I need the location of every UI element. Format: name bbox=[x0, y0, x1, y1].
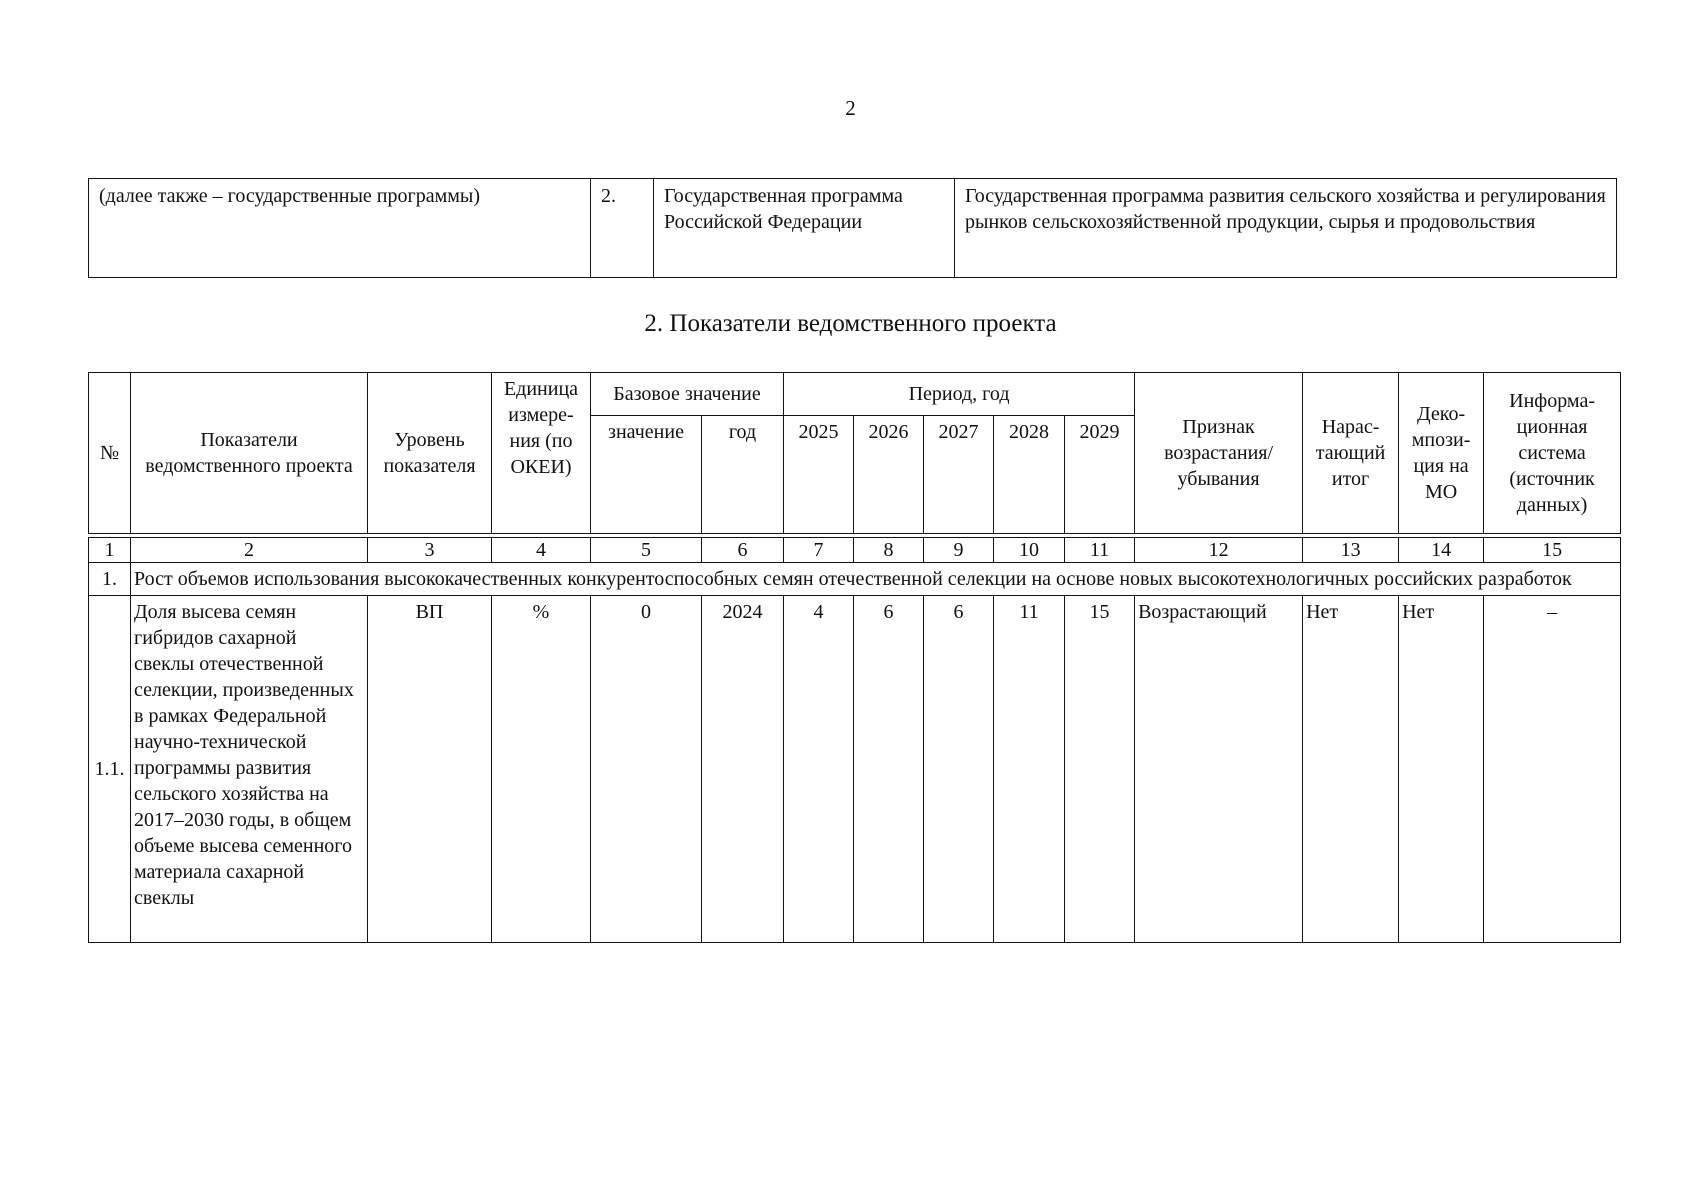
row-cumulative: Нет bbox=[1303, 596, 1399, 943]
column-number: 14 bbox=[1399, 538, 1484, 563]
column-number: 9 bbox=[924, 538, 994, 563]
header-unit: Единица измере-ния (по ОКЕИ) bbox=[492, 373, 591, 534]
header-info-system: Информа-ционная система (источник данных) bbox=[1484, 373, 1621, 534]
row-value: 6 bbox=[924, 596, 994, 943]
row-value: 4 bbox=[784, 596, 854, 943]
row-base-year: 2024 bbox=[702, 596, 784, 943]
header-base: Базовое значение bbox=[591, 373, 784, 416]
column-number: 13 bbox=[1303, 538, 1399, 563]
row-base-value: 0 bbox=[591, 596, 702, 943]
header-row-1 bbox=[89, 373, 1621, 416]
header-period: Период, год bbox=[784, 373, 1135, 416]
column-number: 1 bbox=[89, 538, 131, 563]
row-value: 15 bbox=[1065, 596, 1135, 943]
indicators-table bbox=[88, 372, 1621, 943]
program-row bbox=[89, 179, 1617, 278]
header-cumulative: Нарас-тающий итог bbox=[1303, 373, 1399, 534]
column-number: 10 bbox=[994, 538, 1065, 563]
header-num: № bbox=[89, 373, 131, 534]
column-number: 6 bbox=[702, 538, 784, 563]
column-numbers-row bbox=[89, 538, 1621, 563]
header-year: 2028 bbox=[994, 416, 1065, 534]
row-value: 11 bbox=[994, 596, 1065, 943]
column-number: 7 bbox=[784, 538, 854, 563]
header-year: 2025 bbox=[784, 416, 854, 534]
page-number: 2 bbox=[845, 96, 856, 120]
row-level: ВП bbox=[368, 596, 492, 943]
header-year: 2027 bbox=[924, 416, 994, 534]
row-value: 6 bbox=[854, 596, 924, 943]
header-year: 2029 bbox=[1065, 416, 1135, 534]
program-name: Государственная программа развития сельского хозяйства и регулирования рынков сельскохозяйственной продукции, сырья и продовольствия bbox=[955, 179, 1617, 278]
row-indicator: Доля высева семян гибридов сахарной свеклы отечественной селекции, произведенных в рамках Федеральной научно-технической программы развития сельского хозяйства на 2017–2030 годы, в общем объеме высева семенного материала сахарной свеклы bbox=[131, 596, 368, 943]
indicator-row bbox=[89, 596, 1621, 943]
program-table bbox=[88, 178, 1617, 278]
header-base-year: год bbox=[702, 416, 784, 534]
section-title: 2. Показатели ведомственного проекта bbox=[644, 310, 1057, 337]
column-number: 4 bbox=[492, 538, 591, 563]
row-trend: Возрастающий bbox=[1135, 596, 1303, 943]
column-number: 2 bbox=[131, 538, 368, 563]
column-number: 11 bbox=[1065, 538, 1135, 563]
row-number: 1.1. bbox=[89, 596, 131, 943]
row-info-system: – bbox=[1484, 596, 1621, 943]
column-number: 8 bbox=[854, 538, 924, 563]
goal-text: Рост объемов использования высококачественных конкурентоспособных семян отечественной селекции на основе новых высокотехнологичных российских разработок bbox=[131, 563, 1621, 596]
program-label: (далее также – государственные программы) bbox=[89, 179, 591, 278]
header-indicator: Показатели ведомственного проекта bbox=[131, 373, 368, 534]
column-number: 3 bbox=[368, 538, 492, 563]
program-type: Государственная программа Российской Федерации bbox=[654, 179, 955, 278]
row-decomposition: Нет bbox=[1399, 596, 1484, 943]
program-number: 2. bbox=[591, 179, 654, 278]
column-number: 5 bbox=[591, 538, 702, 563]
column-number: 15 bbox=[1484, 538, 1621, 563]
goal-number: 1. bbox=[89, 563, 131, 596]
column-number: 12 bbox=[1135, 538, 1303, 563]
header-level: Уровень показателя bbox=[368, 373, 492, 534]
row-unit: % bbox=[492, 596, 591, 943]
header-year: 2026 bbox=[854, 416, 924, 534]
goal-row bbox=[89, 563, 1621, 596]
header-trend: Признак возрастания/ убывания bbox=[1135, 373, 1303, 534]
header-base-value: значение bbox=[591, 416, 702, 534]
header-decomposition: Деко-мпози-ция на МО bbox=[1399, 373, 1484, 534]
